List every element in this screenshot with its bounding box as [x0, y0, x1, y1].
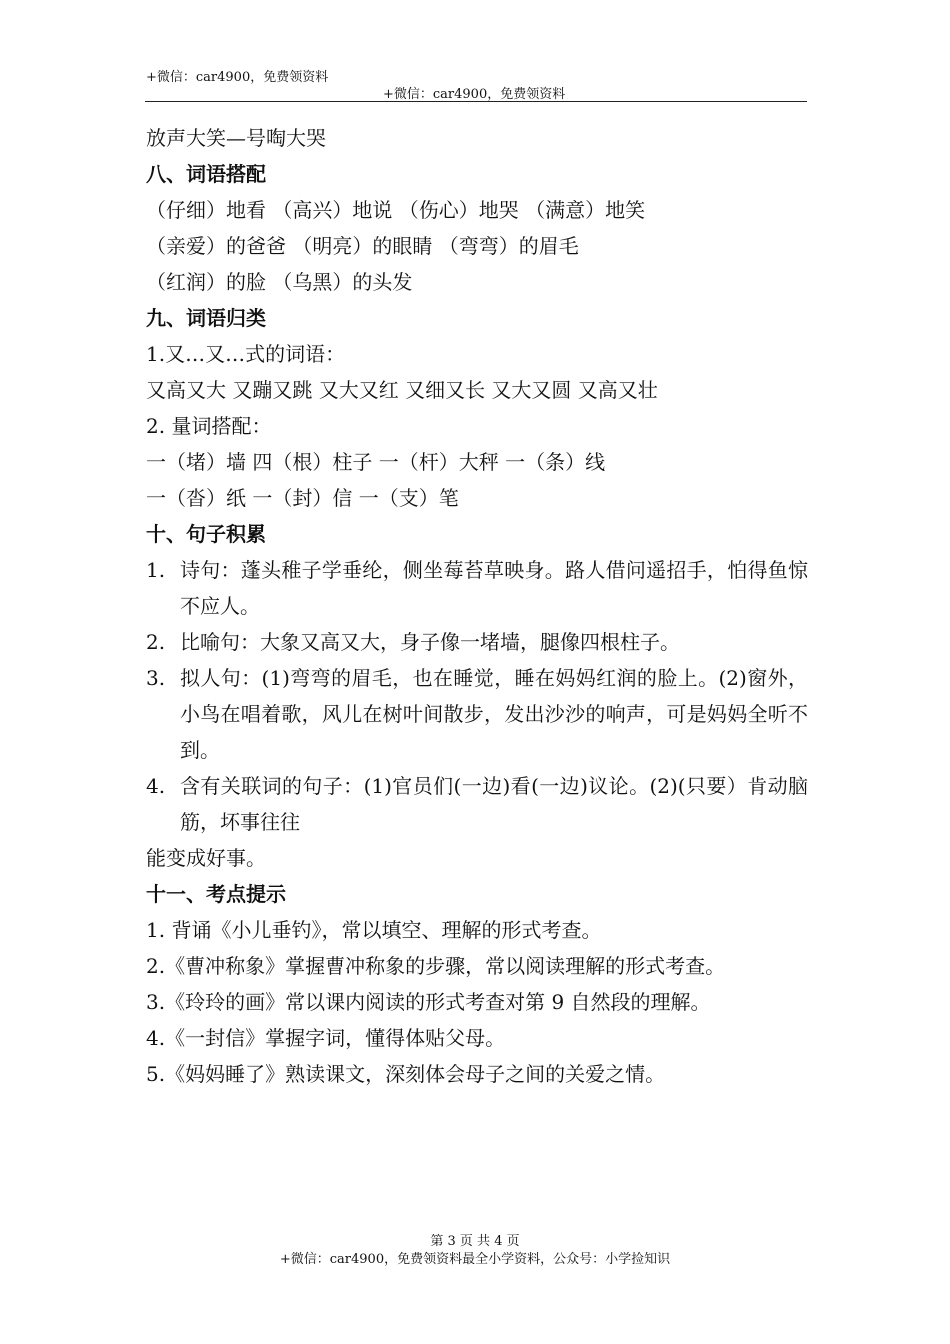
classification-title-2: 2. 量词搭配：	[146, 414, 272, 438]
measure-word-line: 一（沓）纸 一（封）信 一（支）笔	[146, 486, 459, 510]
watermark-top-center: +微信：car4900，免费领资料	[383, 87, 566, 102]
item-text: 含有关联词的句子：(1)官员们(一边)看(一边)议论。(2)(只要）肯动脑筋，坏事往往	[180, 774, 808, 834]
section-heading-10: 十、句子积累	[146, 522, 266, 546]
sentence-item	[146, 660, 808, 768]
section-heading-9: 九、词语归类	[146, 306, 266, 330]
collocation-line: （亲爱）的爸爸 （明亮）的眼睛 （弯弯）的眉毛	[146, 234, 579, 258]
item-text: 比喻句：大象又高又大，身子像一堵墙，腿像四根柱子。	[180, 630, 680, 654]
sentence-item	[146, 768, 808, 840]
item-text: 诗句：蓬头稚子学垂纶，侧坐莓苔草映身。路人借问遥招手，怕得鱼惊不应人。	[180, 558, 808, 618]
tip-item: 3.《玲玲的画》常以课内阅读的形式考查对第 9 自然段的理解。	[146, 990, 711, 1014]
collocation-line: （仔细）地看 （高兴）地说 （伤心）地哭 （满意）地笑	[146, 198, 646, 222]
item-text: 拟人句：(1)弯弯的眉毛，也在睡觉，睡在妈妈红润的脸上。(2)窗外，小鸟在唱着歌，风儿在树叶间散步，发出沙沙的响声，可是妈妈全听不到。	[180, 666, 808, 762]
tip-item: 5.《妈妈睡了》熟读课文，深刻体会母子之间的关爱之情。	[146, 1062, 666, 1086]
classification-title-1: 1.又…又…式的词语：	[146, 342, 346, 366]
collocation-line: （红润）的脸 （乌黑）的头发	[146, 270, 413, 294]
sentence-continuation: 能变成好事。	[146, 846, 266, 870]
item-number: 4.	[146, 774, 166, 798]
tip-item: 1. 背诵《小儿垂钓》，常以填空、理解的形式考查。	[146, 918, 602, 942]
page-number: 第 3 页 共 4 页	[430, 1234, 520, 1249]
measure-word-line: 一（堵）墙 四（根）柱子 一（杆）大秤 一（条）线	[146, 450, 606, 474]
sentence-item	[146, 624, 808, 660]
document-body	[146, 120, 808, 1092]
sentence-item	[146, 552, 808, 624]
section-heading-11: 十一、考点提示	[146, 882, 286, 906]
watermark-footer: +微信：car4900，免费领资料最全小学资料，公众号：小学捡知识	[279, 1252, 671, 1267]
tip-item: 2.《曹冲称象》掌握曹冲称象的步骤，常以阅读理解的形式考查。	[146, 954, 726, 978]
classification-words: 又高又大 又蹦又跳 又大又红 又细又长 又大又圆 又高又壮	[146, 378, 658, 402]
antonym-line: 放声大笑—号啕大哭	[146, 126, 326, 150]
item-number: 2.	[146, 630, 166, 654]
item-number: 3.	[146, 666, 166, 690]
watermark-top-left: +微信：car4900，免费领资料	[146, 70, 329, 85]
section-heading-8: 八、词语搭配	[146, 162, 266, 186]
item-number: 1.	[146, 558, 166, 582]
header-rule	[145, 101, 807, 102]
tip-item: 4.《一封信》掌握字词，懂得体贴父母。	[146, 1026, 506, 1050]
